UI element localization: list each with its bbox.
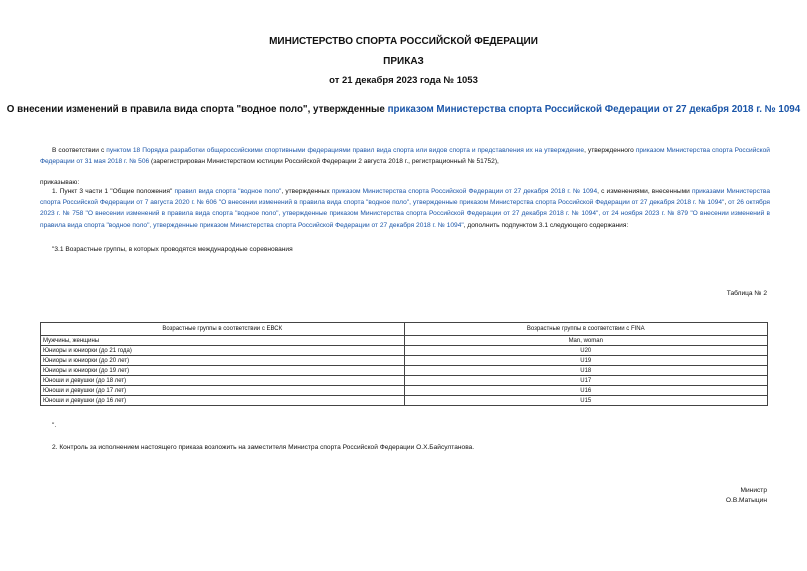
table-label: Таблица № 2	[726, 290, 767, 297]
table-row	[41, 386, 768, 396]
table-row	[41, 346, 768, 356]
table-row	[41, 366, 768, 376]
subject-link[interactable]: приказом Министерства спорта Российской Федерации от 27 декабря 2018 г. № 1094	[387, 104, 801, 115]
signatory-name: О.В.Матыцин	[725, 497, 767, 504]
clause-1-text-5: , дополнить подпунктом 3.1 следующего содержания:	[463, 221, 629, 229]
age-group-evsk: Юниоры и юниорки (до 19 лет)	[41, 366, 405, 376]
header-fina: Возрастные группы в соответствии с FINA	[404, 323, 768, 336]
ministry-heading: МИНИСТЕРСТВО СПОРТА РОССИЙСКОЙ ФЕДЕРАЦИИ	[269, 36, 538, 47]
control-clause: 2. Контроль за исполнением настоящего приказа возложить на заместителя Министра спорта Российской Федерации О.Х.Байсултанова.	[52, 444, 475, 451]
age-group-evsk: Юноши и девушки (до 17 лет)	[41, 386, 405, 396]
order-word: приказываю:	[40, 179, 80, 186]
age-group-fina: U16	[404, 386, 768, 396]
clause-1-text-2: , утвержденных	[281, 188, 332, 195]
age-group-fina: Man, woman	[404, 336, 768, 346]
rules-link[interactable]: правил вида спорта "водное поло"	[174, 188, 282, 195]
age-group-evsk: Юниоры и юниорки (до 21 года)	[41, 346, 405, 356]
clause-1-text-1: 1. Пункт 3 части 1 "Общие положения"	[52, 188, 175, 195]
age-group-fina: U17	[404, 376, 768, 386]
order-date-number: от 21 декабря 2023 года № 1053	[329, 75, 478, 86]
order-1094-link[interactable]: приказом Министерства спорта Российской Федерации от 27 декабря 2018 г. № 1094	[331, 188, 598, 195]
table-row	[41, 356, 768, 366]
table-row	[41, 376, 768, 386]
age-groups-table	[40, 322, 768, 406]
preamble-text-3: (зарегистрирован Министерством юстиции Российской Федерации 2 августа 2018 г., регистрационный № 51752),	[149, 158, 499, 166]
order-758-879-link[interactable]: от 26 октября 2023 г. № 758 "О внесении изменений в правила вида спорта "водное поло", утвержденные приказом Министерства спорта Российской Федерации от 27 декабря 2018 г. № 1094", от 24 ноября 2023 г. № 879 "О внесении изменений в правила вида спорта "водное поло", утвержденные приказом Министерства спорта Российской Федерации от 27 декабря 2018 г. № 1094"	[40, 199, 770, 229]
age-group-evsk: Юноши и девушки (до 18 лет)	[41, 376, 405, 386]
age-group-evsk: Юноши и девушки (до 16 лет)	[41, 396, 405, 406]
age-group-evsk: Юниоры и юниорки (до 20 лет)	[41, 356, 405, 366]
preamble-text-1: В соответствии с	[52, 147, 107, 154]
document-type: ПРИКАЗ	[383, 56, 424, 67]
age-group-fina: U15	[404, 396, 768, 406]
preamble-text-2: , утвержденного	[584, 147, 636, 154]
subclause-3-1-text: "3.1 Возрастные группы, в которых проводятся международные соревнования	[52, 246, 293, 253]
age-group-fina: U19	[404, 356, 768, 366]
header-evsk: Возрастные группы в соответствии с ЕВСК	[41, 323, 405, 336]
clause-1-paragraph	[40, 186, 770, 231]
order-506-link[interactable]: приказом Министерства спорта Российской Федерации от 31 мая 2018 г. № 506	[40, 147, 770, 166]
closing-quote: ".	[52, 422, 57, 429]
preamble-paragraph	[40, 145, 770, 167]
order-606-link[interactable]: приказами Министерства спорта Российской Федерации от 7 августа 2020 г. № 606 "О внесении изменений в правила вида спорта "водное поло", утвержденные приказом Министерства спорта Российской Федерации от 27 декабря 2018 г. № 1094"	[40, 188, 771, 207]
procedure-link[interactable]: пунктом 18 Порядка разработки общероссийскими спортивными федерациями правил вида спорта или видов спорта и представления их на утверждение	[106, 147, 585, 154]
age-group-fina: U20	[404, 346, 768, 356]
age-group-fina: U18	[404, 366, 768, 376]
table-header-row	[41, 323, 768, 336]
clause-1-text-4: ,	[724, 199, 729, 207]
subject-text: О внесении изменений в правила вида спорта "водное поло", утвержденные	[6, 104, 388, 115]
table-row	[41, 396, 768, 406]
age-group-evsk: Мужчины, женщины	[41, 336, 405, 346]
table-row	[41, 336, 768, 346]
order-subject	[0, 104, 807, 115]
signatory-title: Министр	[740, 487, 767, 494]
clause-1-text-3: , с изменениями, внесенными	[597, 188, 692, 195]
